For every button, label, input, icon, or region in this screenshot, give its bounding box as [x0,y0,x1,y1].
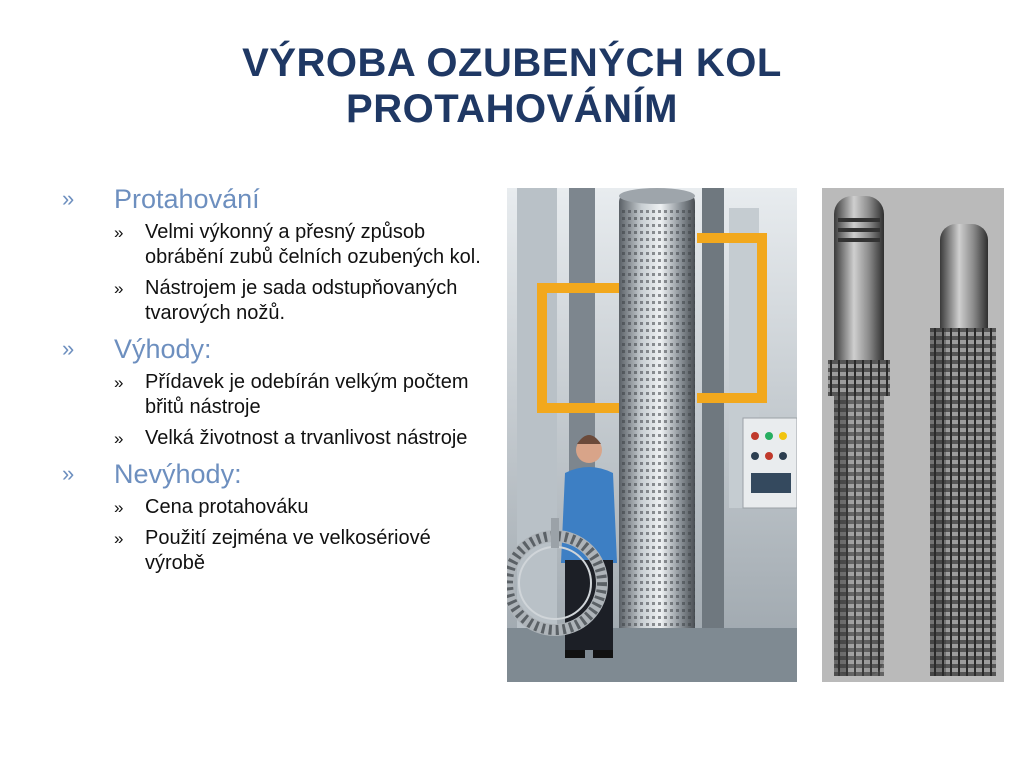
section-heading-label: Protahování [114,184,260,214]
sub-list-vyhody [114,370,492,451]
list-item [114,426,492,451]
slide-title-line-1: VÝROBA OZUBENÝCH KOL [242,41,782,85]
list-item-text: Nástrojem je sada odstupňovaných tvarových nožů. [145,277,458,324]
list-item-text: Použití zejména ve velkosériové výrobě [145,527,431,574]
section-heading-label: Nevýhody: [114,459,242,489]
bullet-marker: » [114,279,124,298]
section-heading-label: Výhody: [114,334,212,364]
sub-list-nevyhody [114,495,492,576]
bullet-marker: » [114,529,124,548]
list-item [114,370,492,420]
bullet-marker: » [114,498,124,517]
broaching-tools-photo [822,188,1004,682]
list-item [114,220,492,270]
bullet-marker: » [114,223,124,242]
bullet-marker: » [114,373,124,392]
slide-title [0,40,1024,132]
list-item-text: Cena protahováku [145,496,309,518]
section-heading-nevyhody [62,457,492,491]
section-heading-vyhody [62,332,492,366]
list-item [114,526,492,576]
list-item-text: Velká životnost a trvanlivost nástroje [145,427,468,449]
bullet-marker: » [62,336,75,361]
section-heading-protahovani [62,182,492,216]
list-item [114,276,492,326]
bullet-marker: » [62,461,75,486]
broaching-machine-photo [507,188,797,682]
list-item-text: Přídavek je odebírán velkým počtem břitů nástroje [145,371,469,418]
sub-list-protahovani [114,220,492,326]
slide-title-line-2: PROTAHOVÁNÍM [346,87,678,131]
bullet-marker: » [62,186,75,211]
list-item [114,495,492,520]
list-item-text: Velmi výkonný a přesný způsob obrábění zubů čelních ozubených kol. [145,221,481,268]
bullet-marker: » [114,429,124,448]
bullet-list [62,182,492,582]
